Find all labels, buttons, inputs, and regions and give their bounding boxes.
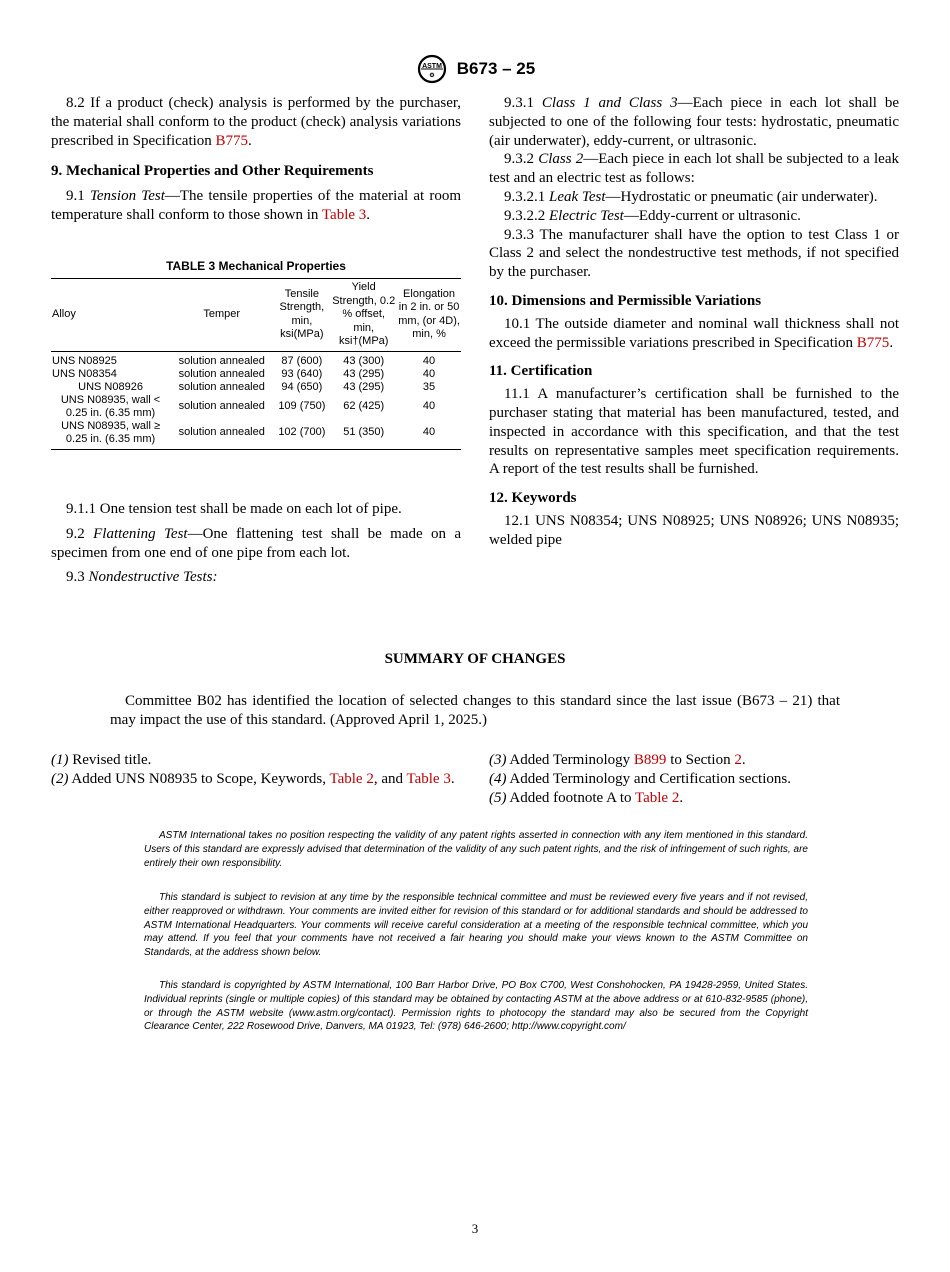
change-item: (5) Added footnote A to Table 2. bbox=[489, 790, 684, 806]
copyright-notice: This standard is copyrighted by ASTM International, 100 Barr Harbor Drive, PO Box C700, West Conshohocken, PA 19428-2959, United States. Individual reprints (single or multiple copies) of this standard may be obtained by contacting ASTM at the above address or at 610-832-9585 (phone), or through the ASTM website (www.astm.org/contact). Permission rights to photocopy the standard may also be secured from the Copyright Clearance Center, 222 Rosewood Drive, Danvers, MA 01923, Tel: (978) 646-2600; http://www.copyright.com/ bbox=[144, 980, 808, 1033]
summary-intro: Committee B02 has identified the location of selected changes to this standard since the last issue (B673 – 21) that may impact the use of this standard. (Approved April 1, 2025.) bbox=[110, 693, 840, 728]
paragraph-9-3-2-2: 9.3.2.2 Electric Test—Eddy-current or ultrasonic. bbox=[504, 207, 801, 224]
left-column bbox=[51, 94, 461, 225]
changes-left bbox=[51, 751, 461, 789]
header-yield: Yield Strength, 0.2 % offset, min, ksi†(MPa) bbox=[330, 279, 397, 352]
header-tensile: Tensile Strength, min, ksi(MPa) bbox=[273, 279, 330, 352]
cell-elongation: 40 bbox=[422, 400, 436, 412]
svg-text:⚙: ⚙ bbox=[429, 73, 435, 79]
paragraph-9-1: 9.1 Tension Test—The tensile properties of the material at room temperature shall conform to those shown in Table 3. bbox=[51, 188, 462, 223]
link-b899[interactable]: B899 bbox=[633, 752, 667, 768]
paragraph-9-3-2-1: 9.3.2.1 Leak Test—Hydrostatic or pneumatic (air underwater). bbox=[504, 188, 878, 205]
cell-yield: 43 (300) bbox=[343, 354, 385, 367]
cell-elongation: 40 bbox=[422, 354, 436, 367]
link-table-3[interactable]: Table 3 bbox=[321, 206, 367, 223]
cell-temper: solution annealed bbox=[178, 426, 265, 438]
section-11-heading: 11. Certification bbox=[489, 363, 593, 380]
section-9-heading: 9. Mechanical Properties and Other Requirements bbox=[51, 163, 374, 180]
cell-alloy: UNS N08925 bbox=[52, 354, 117, 367]
link-section-2[interactable]: 2 bbox=[734, 752, 742, 768]
link-table-2[interactable]: Table 2 bbox=[329, 771, 374, 787]
link-table-2[interactable]: Table 2 bbox=[634, 790, 680, 806]
cell-elongation: 40 bbox=[422, 426, 436, 438]
table-header-row bbox=[51, 279, 461, 352]
cell-alloy: UNS N08935, wall < 0.25 in. (6.35 mm) bbox=[60, 393, 161, 419]
table-row bbox=[51, 420, 461, 450]
right-column bbox=[489, 94, 899, 550]
cell-alloy: UNS N08926 bbox=[78, 380, 143, 393]
header-elongation: Elongation in 2 in. or 50 mm, (or 4D), min, % bbox=[397, 279, 461, 352]
change-item: (1) Revised title. bbox=[51, 752, 152, 768]
cell-alloy: UNS N08354 bbox=[52, 367, 117, 380]
cell-elongation: 40 bbox=[422, 367, 436, 380]
section-10-heading: 10. Dimensions and Permissible Variations bbox=[489, 292, 762, 309]
link-table-3[interactable]: Table 3 bbox=[406, 771, 451, 787]
cell-tensile: 102 (700) bbox=[278, 426, 326, 438]
paragraph-11-1: 11.1 A manufacturer’s certification shall be furnished to the purchaser stating that material has been manufactured, tested, and inspected in accordance with this specification, and that the test results on representative samples meet specification requirements. A report of the test results shall be furnished. bbox=[489, 386, 899, 478]
astm-logo-icon bbox=[415, 54, 449, 84]
paragraph-9-2: 9.2 Flattening Test—One flattening test shall be made on a specimen from one end of one pipe from each lot. bbox=[51, 525, 462, 561]
table-3 bbox=[51, 258, 461, 450]
cell-yield: 43 (295) bbox=[343, 367, 385, 380]
change-item: (2) Added UNS N08935 to Scope, Keywords, Table 2, and Table 3. bbox=[51, 771, 455, 787]
paragraph-9-3-2: 9.3.2 Class 2—Each piece in each lot shall be subjected to a leak test and an electric test as follows: bbox=[489, 151, 899, 187]
table-row bbox=[51, 368, 461, 381]
cell-temper: solution annealed bbox=[178, 367, 265, 380]
summary-title: SUMMARY OF CHANGES bbox=[384, 651, 566, 667]
link-b775[interactable]: B775 bbox=[215, 132, 249, 149]
paragraph-10-1: 10.1 The outside diameter and nominal wall thickness shall not exceed the permissible variations prescribed in Specification B775. bbox=[489, 315, 899, 351]
revision-notice: This standard is subject to revision at any time by the responsible technical committee and must be reviewed every five years and if not revised, either reapproved or withdrawn. Your comments are invited either for revision of this standard or for additional standards and should be addressed to ASTM International Headquarters. Your comments will receive careful consideration at a meeting of the responsible technical committee, which you may attend. If you feel that your comments have not received a fair hearing you should make your views known to the ASTM Committee on Standards, at the address shown below. bbox=[144, 892, 808, 959]
header-alloy: Alloy bbox=[51, 279, 170, 352]
mechanical-properties-table bbox=[51, 278, 461, 450]
table-row bbox=[51, 394, 461, 420]
paragraph-9-3-3: 9.3.3 The manufacturer shall have the option to test Class 1 or Class 2 and select the nondestructive test methods, if not specified by the purchaser. bbox=[489, 226, 899, 281]
header-temper: Temper bbox=[170, 279, 273, 352]
cell-yield: 51 (350) bbox=[343, 426, 385, 438]
cell-tensile: 109 (750) bbox=[278, 400, 326, 412]
cell-tensile: 94 (650) bbox=[281, 380, 323, 393]
section-12-heading: 12. Keywords bbox=[489, 490, 577, 507]
page-header bbox=[0, 54, 950, 84]
link-b775[interactable]: B775 bbox=[856, 334, 890, 351]
cell-elongation: 35 bbox=[422, 380, 436, 393]
cell-temper: solution annealed bbox=[178, 354, 265, 367]
paragraph-12-1: 12.1 UNS N08354; UNS N08925; UNS N08926; UNS N08935; welded pipe bbox=[489, 512, 899, 548]
left-column-lower bbox=[51, 500, 461, 587]
cell-temper: solution annealed bbox=[178, 380, 265, 393]
table-row bbox=[51, 351, 461, 368]
logo-text: ASTM bbox=[421, 63, 442, 70]
change-item: (3) Added Terminology B899 to Section 2. bbox=[489, 752, 746, 768]
cell-alloy: UNS N08935, wall ≥ 0.25 in. (6.35 mm) bbox=[61, 419, 161, 445]
paragraph-8-2: 8.2 If a product (check) analysis is performed by the purchaser, the material shall conform to the product (check) analysis variations prescribed in Specification B775. bbox=[51, 95, 461, 149]
cell-tensile: 87 (600) bbox=[281, 354, 323, 367]
patent-notice: ASTM International takes no position respecting the validity of any patent rights asserted in connection with any item mentioned in this standard. Users of this standard are expressly advised that determination of the validity of any such patent rights, and the risk of infringement of such rights, are entirely their own responsibility. bbox=[144, 830, 808, 869]
cell-tensile: 93 (640) bbox=[281, 367, 323, 380]
standard-designation: B673 – 25 bbox=[456, 59, 536, 78]
change-item: (4) Added Terminology and Certification sections. bbox=[489, 771, 791, 787]
cell-temper: solution annealed bbox=[178, 400, 265, 412]
changes-right bbox=[489, 751, 899, 808]
cell-yield: 62 (425) bbox=[343, 400, 385, 412]
table-caption: TABLE 3 Mechanical Properties bbox=[166, 259, 346, 273]
paragraph-9-3: 9.3 Nondestructive Tests: bbox=[66, 569, 218, 586]
page-number: 3 bbox=[471, 1221, 479, 1236]
cell-yield: 43 (295) bbox=[343, 380, 385, 393]
paragraph-9-1-1: 9.1.1 One tension test shall be made on each lot of pipe. bbox=[66, 501, 402, 517]
table-row bbox=[51, 381, 461, 394]
paragraph-9-3-1: 9.3.1 Class 1 and Class 3—Each piece in each lot shall be subjected to one of the following four tests: hydrostatic, pneumatic (air underwater), eddy-current, or ultrasonic. bbox=[489, 95, 899, 149]
